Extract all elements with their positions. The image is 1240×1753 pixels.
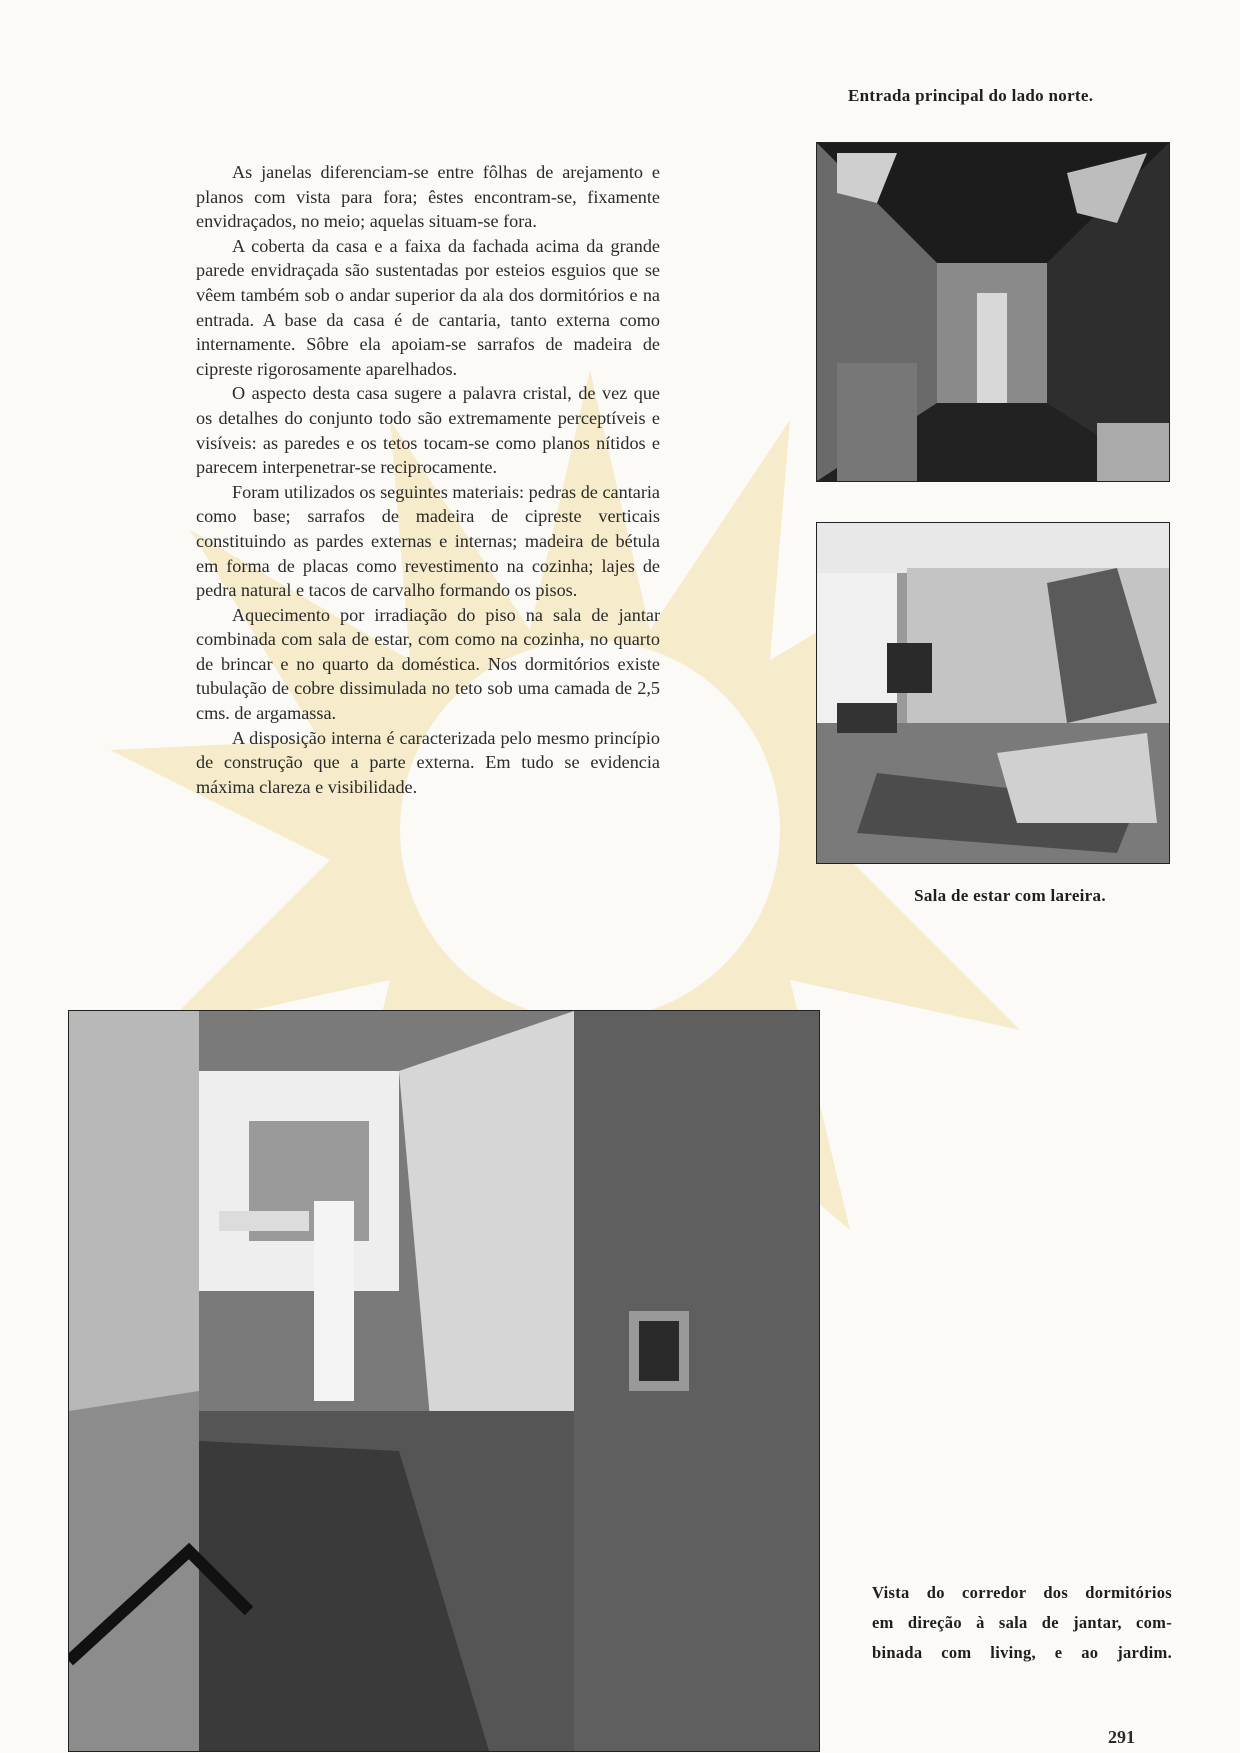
caption-living-room: Sala de estar com lareira. xyxy=(914,886,1106,905)
paragraph: A disposição interna é caracterizada pelo mesmo princípio de construção que a parte externa. Em tudo se evidencia máxima clareza e visibilidade. xyxy=(196,727,660,797)
caption-entrance: Entrada principal do lado norte. xyxy=(848,86,1094,105)
body-text xyxy=(196,160,660,799)
caption-line: em direção à sala de jantar, com- xyxy=(872,1613,1172,1632)
paragraph: Aquecimento por irradiação do piso na sala de jantar combinada com sala de estar, com como na cozinha, no quarto de brincar e no quarto da doméstica. Nos dormitórios existe tubulação de cobre dissimulada no teto sob uma camada de 2,5 cms. de argamassa. xyxy=(196,604,660,724)
paragraph: A coberta da casa e a faixa da fachada acima da grande parede envidraçada são sustentadas por esteios esguios que se vêem também sob o andar superior da ala dos dormitórios e na entrada. A base da casa é de cantaria, tanto externa como internamente. Sôbre ela apoiam-se sarrafos de madeira de cipreste rigorosamente aparelhados. xyxy=(196,235,660,379)
caption-line: Vista do corredor dos dormitórios xyxy=(872,1583,1172,1602)
photo-living-room xyxy=(816,522,1170,864)
paragraph: As janelas diferenciam-se entre fôlhas de arejamento e planos com vista para fora; êstes encontram-se, fixamente envidraçados, no meio; aquelas situam-se fora. xyxy=(196,162,660,232)
page-number: 291 xyxy=(1108,1727,1135,1747)
caption-line: binada com living, e ao jardim. xyxy=(872,1643,1172,1662)
paragraph: Foram utilizados os seguintes materiais: pedras de cantaria como base; sarrafos de madeira de cipreste verticais constituindo as pardes externas e internas; madeira de bétula em forma de placas como revestimento na cozinha; lajes de pedra natural e tacos de carvalho formando os pisos. xyxy=(196,481,660,601)
paragraph: O aspecto desta casa sugere a palavra cristal, de vez que os detalhes do conjunto todo são extremamente perceptíveis e visíveis: as paredes e os tetos tocam-se como planos nítidos e parecem interpenetrar-se reciprocamente. xyxy=(196,383,660,478)
caption-corridor xyxy=(872,1578,1172,1668)
photo-corridor xyxy=(68,1010,820,1752)
photo-entrance xyxy=(816,142,1170,482)
